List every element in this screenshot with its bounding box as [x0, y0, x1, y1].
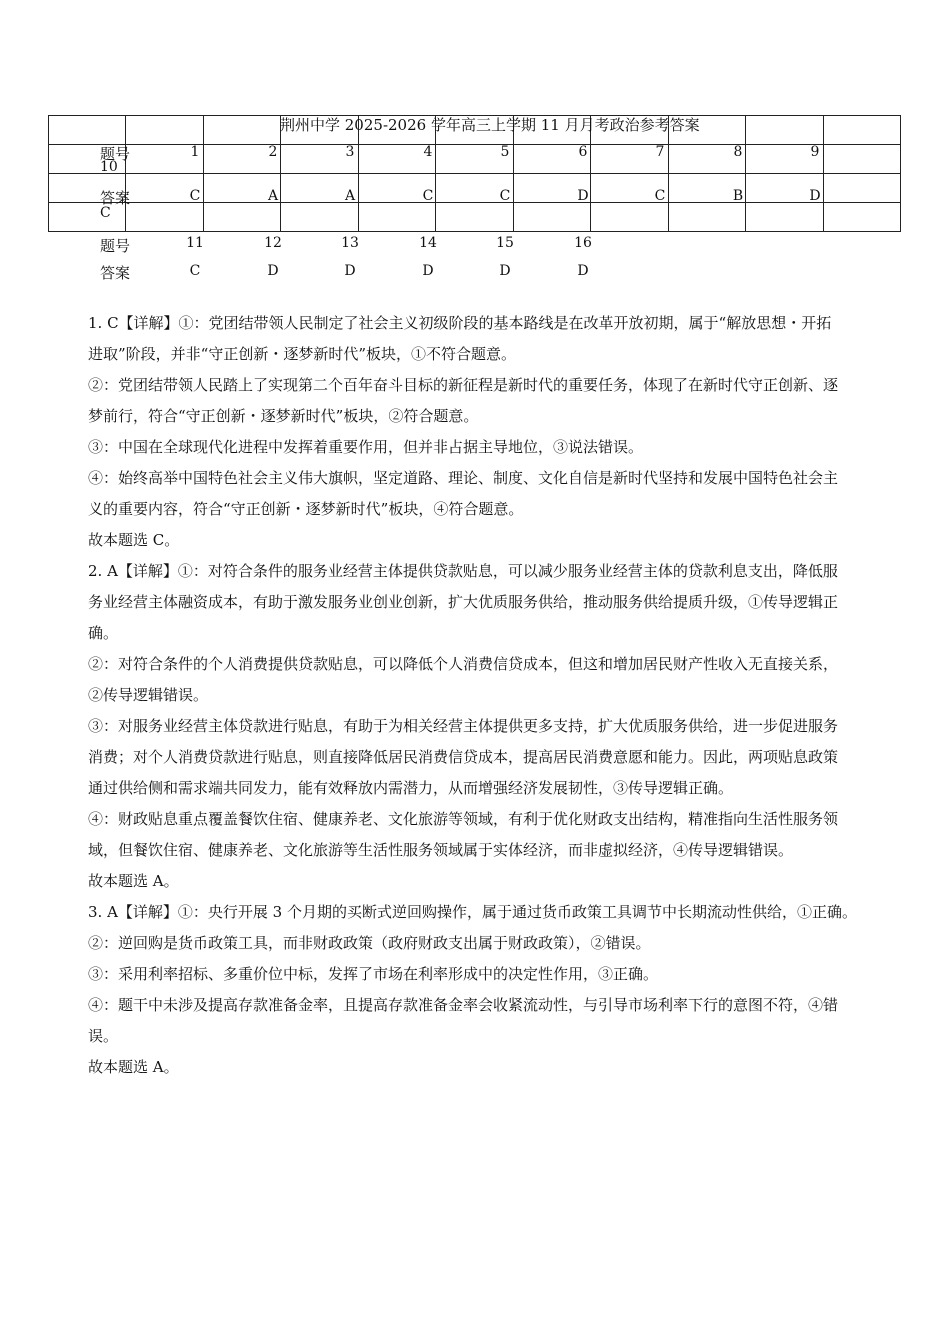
explanation-paragraph: 域，但餐饮住宿、健康养老、文化旅游等生活性服务领域属于实体经济，而非虚拟经济，④传导逻辑错误。 [88, 841, 794, 859]
table1-answer: C [189, 188, 201, 204]
explanation-paragraph: ②：对符合条件的个人消费提供贷款贴息，可以降低个人消费信贷成本，但这和增加居民财产性收入无直接关系， [88, 655, 839, 673]
explanation-paragraph: ④：始终高举中国特色社会主义伟大旗帜，坚定道路、理论、制度、文化自信是新时代坚持和发展中国特色社会主 [88, 469, 839, 487]
explanation-paragraph: ④：财政贴息重点覆盖餐饮住宿、健康养老、文化旅游等领域，有利于优化财政支出结构，精准指向生活性服务领 [88, 810, 839, 828]
table1-answer-label: 答案 [100, 189, 131, 207]
explanation-paragraph: ③：采用利率招标、多重价位中标，发挥了市场在利率形成中的决定性作用，③正确。 [88, 965, 659, 983]
table2-answer: D [344, 263, 356, 279]
table2-answer: D [499, 263, 511, 279]
explanation-paragraph: ③：中国在全球现代化进程中发挥着重要作用，但并非占据主导地位，③说法错误。 [88, 438, 644, 456]
table2-answer: C [189, 263, 201, 279]
table1-number: 1 [190, 144, 200, 160]
table1-answer: D [809, 188, 821, 204]
explanation-paragraph: ②：逆回购是货币政策工具，而非财政政策（政府财政支出属于财政政策），②错误。 [88, 934, 651, 952]
explanation-paragraph: 故本题选 C。 [88, 531, 180, 549]
table1-overflow-answer: C [100, 205, 111, 221]
table1-number: 8 [733, 144, 743, 160]
explanation-body [88, 314, 864, 1089]
table2-number: 16 [574, 235, 592, 251]
explanation-paragraph: ②传导逻辑错误。 [88, 686, 209, 704]
table1-number: 9 [810, 144, 820, 160]
table1-answer: A [267, 188, 279, 204]
table1-number: 7 [655, 144, 665, 160]
table2-number-label: 题号 [100, 237, 131, 255]
explanation-paragraph: 1. C【详解】①：党团结带领人民制定了社会主义初级阶段的基本路线是在改革开放初期，属于“解放思想・开拓 [88, 314, 832, 332]
table1-overflow-number: 10 [100, 159, 118, 175]
page-title: 荆州中学 2025-2026 学年高三上学期 11 月月考政治参考答案 [280, 116, 700, 134]
table1-number: 2 [268, 144, 278, 160]
table1-answer: C [654, 188, 666, 204]
table1-answer: C [422, 188, 434, 204]
explanation-paragraph: 故本题选 A。 [88, 872, 179, 890]
table2-number: 12 [264, 235, 282, 251]
table1-answer: D [577, 188, 589, 204]
table1-number: 6 [578, 144, 588, 160]
table1-number-label: 题号 [100, 145, 131, 163]
explanation-paragraph: 消费；对个人消费贷款进行贴息，则直接降低居民消费信贷成本，提高居民消费意愿和能力。因此，两项贴息政策 [88, 748, 839, 766]
table1-number: 3 [345, 144, 355, 160]
explanation-paragraph: 进取”阶段，并非“守正创新・逐梦新时代”板块，①不符合题意。 [88, 345, 517, 363]
explanation-paragraph: 梦前行，符合“守正创新・逐梦新时代”板块，②符合题意。 [88, 407, 479, 425]
explanation-paragraph: 确。 [88, 624, 119, 642]
table1-number: 5 [500, 144, 510, 160]
explanation-paragraph: 2. A【详解】①：对符合条件的服务业经营主体提供贷款贴息，可以减少服务业经营主体的贷款利息支出，降低服 [88, 562, 838, 580]
explanation-paragraph: ③：对服务业经营主体贷款进行贴息，有助于为相关经营主体提供更多支持，扩大优质服务供给，进一步促进服务 [88, 717, 839, 735]
explanation-paragraph: 通过供给侧和需求端共同发力，能有效释放内需潜力，从而增强经济发展韧性，③传导逻辑正确。 [88, 779, 734, 797]
table2-number: 15 [496, 235, 514, 251]
table2-number: 11 [186, 235, 204, 251]
explanation-paragraph: 故本题选 A。 [88, 1058, 179, 1076]
table1-number: 4 [423, 144, 433, 160]
table2-answer-label: 答案 [100, 264, 131, 282]
table2-number: 13 [341, 235, 359, 251]
table1-answer: A [344, 188, 356, 204]
table2-answer: D [267, 263, 279, 279]
explanation-paragraph: 3. A【详解】①：央行开展 3 个月期的买断式逆回购操作，属于通过货币政策工具调节中长期流动性供给，①正确。 [88, 903, 857, 921]
explanation-paragraph: 务业经营主体融资成本，有助于激发服务业创业创新，扩大优质服务供给，推动服务供给提质升级，①传导逻辑正 [88, 593, 839, 611]
table2-answer: D [422, 263, 434, 279]
explanation-paragraph: 误。 [88, 1027, 119, 1045]
table2-number: 14 [419, 235, 437, 251]
table2-answer: D [577, 263, 589, 279]
explanation-paragraph: ②：党团结带领人民踏上了实现第二个百年奋斗目标的新征程是新时代的重要任务，体现了在新时代守正创新、逐 [88, 376, 839, 394]
table1-answer: C [499, 188, 511, 204]
table1-answer: B [732, 188, 744, 204]
explanation-paragraph: 义的重要内容，符合“守正创新・逐梦新时代”板块，④符合题意。 [88, 500, 524, 518]
explanation-paragraph: ④：题干中未涉及提高存款准备金率，且提高存款准备金率会收紧流动性，与引导市场利率下行的意图不符，④错 [88, 996, 839, 1014]
